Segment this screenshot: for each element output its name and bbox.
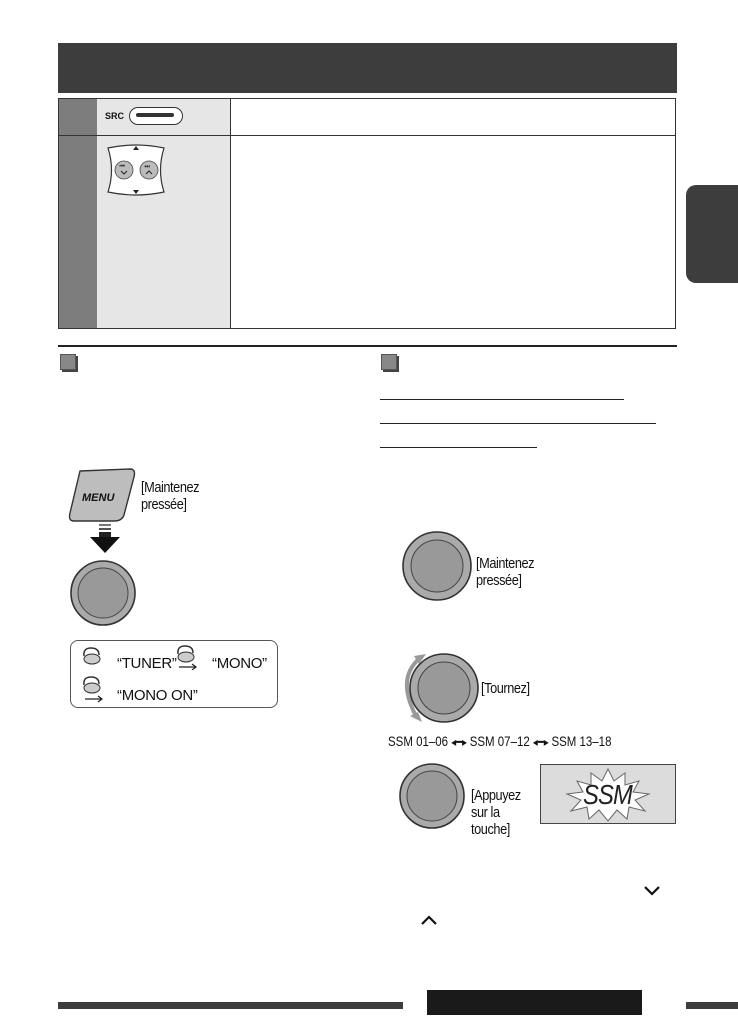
ssm-display-text: SSM xyxy=(583,779,633,810)
src-label: SRC xyxy=(105,111,125,121)
ssm-range-1: SSM 01–06 xyxy=(388,733,449,749)
row-icon-cell xyxy=(97,99,231,135)
src-button[interactable] xyxy=(129,107,183,125)
underline xyxy=(380,399,624,400)
ssm-sequence xyxy=(388,733,611,749)
turn-hand-icon xyxy=(81,646,103,666)
row-number-strip xyxy=(59,99,97,135)
section-marker-icon xyxy=(381,354,397,370)
menu-step-tuner: “TUNER” xyxy=(117,655,177,672)
down-arrow-icon xyxy=(88,524,122,554)
bidirectional-arrow-icon: ◂━▸ xyxy=(532,735,552,749)
ssm-display xyxy=(540,764,676,824)
menu-label: MENU xyxy=(82,492,115,504)
bidirectional-arrow-icon: ◂━▸ xyxy=(451,735,470,749)
menu-sequence-box xyxy=(70,640,278,708)
underline xyxy=(380,423,656,424)
turn-hand-icon xyxy=(175,644,199,670)
chevron-down-icon xyxy=(643,885,661,897)
svg-text:⏭: ⏭ xyxy=(144,163,150,170)
underline xyxy=(380,447,537,448)
ssm-range-3: SSM 13–18 xyxy=(551,733,612,749)
control-table xyxy=(58,98,676,329)
footer-bar xyxy=(58,1002,403,1009)
row-icon-cell xyxy=(97,136,231,328)
svg-text:⏮: ⏮ xyxy=(119,163,125,170)
chevron-up-icon xyxy=(420,914,438,926)
menu-button[interactable] xyxy=(66,467,138,523)
row-number-strip xyxy=(59,136,97,328)
menu-step-mono-on: “MONO ON” xyxy=(117,687,198,704)
ssm-range-2: SSM 07–12 xyxy=(469,733,530,749)
hold-instruction: [Maintenez pressée] xyxy=(141,479,200,513)
hold-instruction: [Maintenez pressée] xyxy=(476,555,535,589)
control-dial[interactable] xyxy=(398,762,466,830)
footer-bar xyxy=(686,1002,738,1009)
turn-instruction: [Tournez] xyxy=(481,680,530,697)
control-dial[interactable] xyxy=(401,530,473,602)
press-instruction: [Appuyez sur la touche] xyxy=(471,787,521,838)
menu-step-mono: “MONO” xyxy=(212,655,267,672)
section-divider xyxy=(58,345,677,347)
press-hand-icon xyxy=(81,675,105,703)
section-marker-icon xyxy=(60,354,76,370)
header-bar xyxy=(58,43,677,93)
footer-page-box xyxy=(427,990,642,1015)
seek-buttons-icon[interactable] xyxy=(105,142,167,198)
rotate-dial[interactable] xyxy=(400,650,482,728)
language-side-tab xyxy=(686,185,738,283)
control-dial[interactable] xyxy=(69,559,137,627)
